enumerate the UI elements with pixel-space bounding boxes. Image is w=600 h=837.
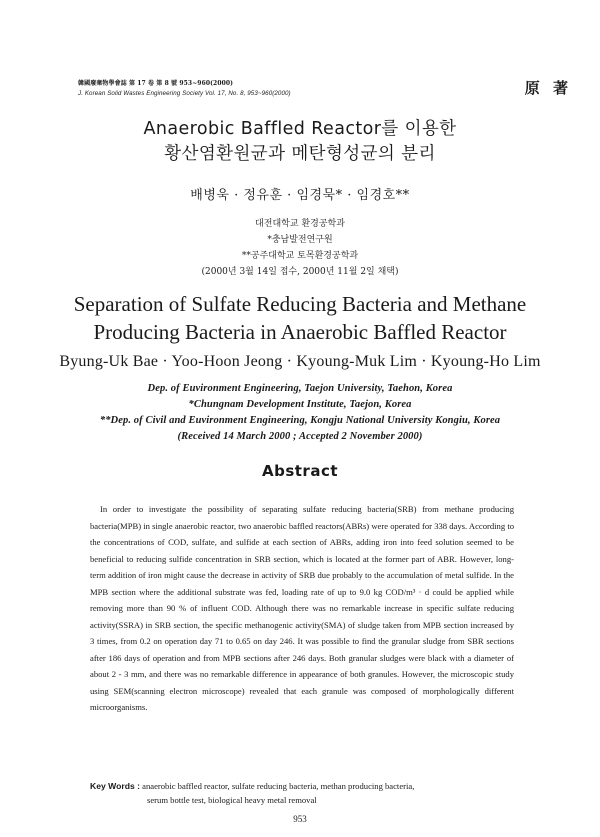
- english-title-line-1: Separation of Sulfate Reducing Bacteria and Methane: [73, 292, 527, 316]
- english-received-date: (Received 14 March 2000 ; Accepted 2 November 2000): [177, 431, 423, 442]
- korean-title: [0, 117, 600, 167]
- english-affiliation: *Chungnam Development Institute, Taejon, Korea: [188, 399, 412, 410]
- korean-affiliations: [0, 216, 600, 280]
- korean-affiliation: **공주대학교 토목환경공학과: [241, 251, 359, 261]
- abstract-heading: Abstract: [261, 462, 339, 480]
- english-affiliations: [0, 381, 600, 445]
- keywords-line-2: serum bottle test, biological heavy metal removal: [147, 794, 317, 805]
- journal-citation-header: [78, 79, 291, 98]
- korean-authors: 배병욱 · 정유훈 · 임경묵* · 임경호**: [190, 188, 410, 203]
- english-title: [0, 290, 600, 346]
- keywords-line-1: anaerobic baffled reactor, sulfate reducing bacteria, methan producing bacteria,: [142, 781, 415, 791]
- keywords-label: Key Words :: [90, 781, 140, 791]
- journal-english-citation: J. Korean Solid Wastes Engineering Society Vol. 17, No. 8, 953~960(2000): [78, 89, 291, 97]
- article-type-label: 原 著: [524, 79, 572, 97]
- korean-title-line-1: Anaerobic Baffled Reactor를 이용한: [143, 119, 457, 139]
- english-affiliation: Dep. of Euvironment Engineering, Taejon University, Taehon, Korea: [147, 383, 453, 394]
- korean-affiliation: *충남발전연구원: [267, 235, 333, 245]
- page-number: 953: [293, 814, 307, 824]
- korean-received-date: (2000년 3월 14일 접수, 2000년 11월 2일 채택): [201, 267, 399, 277]
- korean-affiliation: 대전대학교 환경공학과: [255, 219, 345, 229]
- korean-title-line-2: 황산염환원균과 메탄형성균의 분리: [164, 144, 436, 164]
- keywords-block: [90, 780, 520, 807]
- english-affiliation: **Dep. of Civil and Euvironment Engineering, Kongju National University Kongiu, Korea: [99, 415, 501, 426]
- english-title-line-2: Producing Bacteria in Anaerobic Baffled Reactor: [93, 320, 507, 344]
- abstract-text: In order to investigate the possibility of separating sulfate reducing bacteria(SRB) from methane producing bacteria(MPB) in single anaerobic reactor, two anaerobic baffled reactors(ABRs) were operated for 338 days. According to the concentrations of COD, sulfate, and sulfide at each section of ABRs, adding iron into feed solution seemed to be beneficial to reducing sulfide concentration in SRB section, which is located at the former part of ABR. However, long-term addition of iron might cause the decrease in activity of SRB due probably to the accumulation of metal sulfide. In the MPB section where the additional substrate was fed, loading rate of up to 9.0 kg COD/m³ · d could be applied while removing more than 90 % of influent COD. Although there was no remarkable increase in specific sulfate reducing activity(SSRA) in SRB section, the specific methanogenic activity(SMA) of sludge taken from MPB section increased by 3 times, from 0.2 on operation day 71 to 0.65 on day 246. It was possible to find the granular sludge from SBR sections after 186 days of operation and from MPB sections after 246 days. Both granular sludges were black with a diameter of about 2 - 3 mm, and there was no remarkable difference in appearance of both granules. However, the microscopic study using SEM(scanning electron microscope) revealed that each granule was composed of morphologically different microorganisms.: [90, 504, 514, 712]
- english-authors: Byung-Uk Bae · Yoo-Hoon Jeong · Kyoung-Muk Lim · Kyoung-Ho Lim: [59, 353, 541, 370]
- journal-korean-citation: 韓國廢棄物學會誌 第 17 卷 第 8 號 953~960(2000): [78, 80, 234, 87]
